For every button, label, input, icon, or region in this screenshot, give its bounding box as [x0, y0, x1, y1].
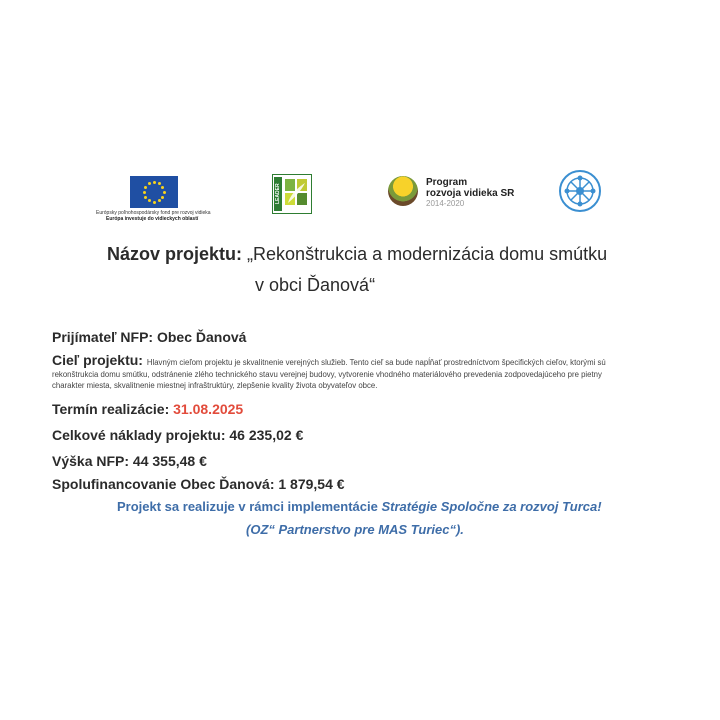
project-title-line1: [107, 244, 607, 265]
leader-leaf-icon: [285, 179, 307, 207]
nfp-amount-field: Výška NFP: 44 355,48 €: [52, 453, 207, 469]
strategy-name: Stratégie Spoločne za rozvoj Turca!: [381, 499, 602, 514]
prv-line3: 2014-2020: [426, 199, 465, 208]
eu-star-icon: [144, 196, 147, 199]
eu-star-icon: [143, 191, 146, 194]
prv-landscape-icon: [388, 176, 418, 206]
eu-caption-line1: Európsky poľnohospodársky fond pre rozvoj vidieka: [96, 210, 211, 216]
realization-term-date: 31.08.2025: [173, 401, 244, 417]
eu-star-icon: [163, 191, 166, 194]
implementation-note-line2: (OZ“ Partnerstvo pre MAS Turiec“).: [246, 522, 464, 537]
leader-logo: [272, 174, 312, 212]
eu-star-icon: [158, 182, 161, 185]
eu-star-icon: [148, 182, 151, 185]
eu-flag-icon: [130, 176, 178, 208]
realization-term-field: [52, 401, 243, 417]
implementation-note-line1: [117, 499, 602, 514]
implementation-note-prefix: Projekt sa realizuje v rámci implementácie: [117, 499, 378, 514]
leader-icon: [272, 174, 312, 214]
mas-turiec-wheel-icon: [554, 164, 606, 216]
prv-logo: [388, 174, 528, 210]
project-title-text: „Rekonštrukcia a modernizácia domu smútku: [247, 244, 608, 264]
goal-description-line1: Hlavným cieľom projektu je skvalitnenie verejných služieb. Tento cieľ sa bude napĺňať prostredníctvom špecifických cieľov, ktorými sú: [146, 358, 606, 367]
total-costs-field: Celkové náklady projektu: 46 235,02 €: [52, 427, 304, 443]
realization-term-label: Termín realizácie:: [52, 401, 170, 417]
eu-star-icon: [153, 201, 156, 204]
eu-star-icon: [158, 199, 161, 202]
leader-text: LEADER: [274, 177, 282, 211]
eu-star-icon: [161, 186, 164, 189]
eu-star-icon: [153, 181, 156, 184]
prv-line1: Program: [426, 177, 468, 188]
eu-star-icon: [144, 186, 147, 189]
prv-line2: rozvoja vidieka SR: [426, 188, 515, 199]
eu-star-icon: [148, 199, 151, 202]
goal-description-line2: rekonštrukcia domu smútku, odstránenie zlého technického stavu verejnej budovy, vytvorenie vhodného materiálového prevedenia zodpovedajúceho pre pietny: [52, 370, 602, 379]
eu-caption-line2: Európa investuje do vidieckych oblastí: [106, 216, 199, 222]
mas-turiec-logo: [554, 164, 606, 216]
cofinancing-field: Spolufinancovanie Obec Ďanová: 1 879,54 €: [52, 476, 345, 492]
eu-logo: [96, 176, 224, 222]
goal-label: Cieľ projektu:: [52, 352, 143, 368]
goal-field: [52, 352, 606, 368]
recipient-field: Prijímateľ NFP: Obec Ďanová: [52, 329, 247, 345]
eu-star-icon: [161, 196, 164, 199]
project-title-line2: v obci Ďanová“: [255, 275, 376, 295]
goal-description-line3: charakter miesta, skvalitnenie miestnej infraštruktúry, zlepšenie kvality života obyvateľov obce.: [52, 381, 378, 390]
project-title-label: Názov projektu:: [107, 244, 243, 264]
